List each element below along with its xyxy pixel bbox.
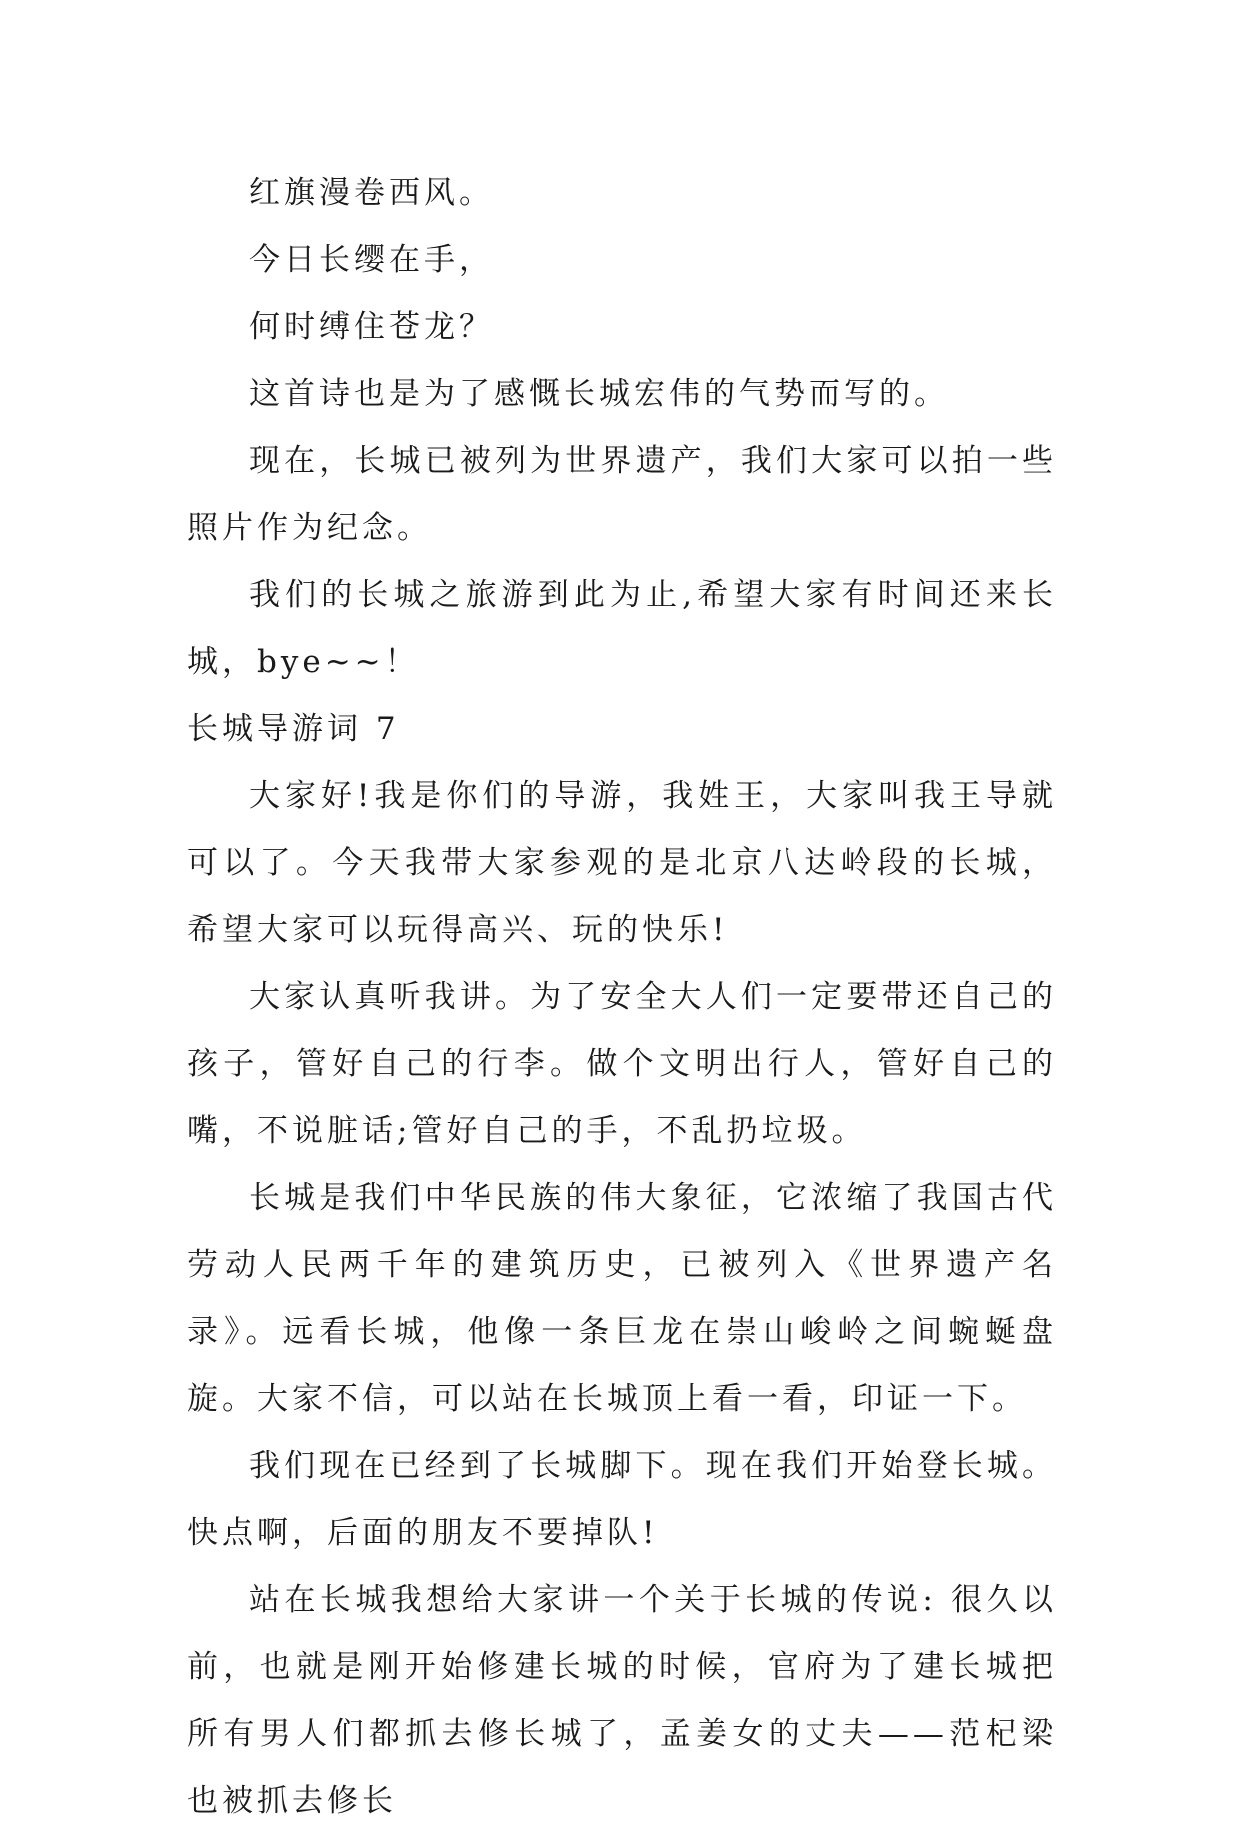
paragraph: 今日长缨在手， — [249, 242, 494, 278]
paragraph: 大家认真听我讲。为了安全大人们一定要带还自己的孩子，管好自己的行李。做个文明出行人，管好自己的嘴，不说脏话;管好自己的手，不乱扔垃圾。 — [187, 979, 1057, 1149]
paragraph: 大家好!我是你们的导游，我姓王，大家叫我王导就可以了。今天我带大家参观的是北京八达岭段的长城，希望大家可以玩得高兴、玩的快乐! — [187, 778, 1057, 948]
paragraph: 站在长城我想给大家讲一个关于长城的传说: 很久以前，也就是刚开始修建长城的时候，官府为了建长城把所有男人们都抓去修长城了，孟姜女的丈夫——范杞梁也被抓去修长 — [187, 1582, 1057, 1819]
section-heading: 长城导游词 7 — [187, 711, 400, 747]
paragraph: 红旗漫卷西风。 — [249, 175, 494, 211]
paragraph: 我们的长城之旅游到此为止,希望大家有时间还来长城，bye~~！ — [187, 577, 1057, 680]
paragraph: 现在，长城已被列为世界遗产，我们大家可以拍一些照片作为纪念。 — [187, 443, 1057, 546]
paragraph: 何时缚住苍龙？ — [249, 309, 494, 345]
paragraph: 我们现在已经到了长城脚下。现在我们开始登长城。快点啊，后面的朋友不要掉队! — [187, 1448, 1057, 1551]
paragraph: 长城是我们中华民族的伟大象征，它浓缩了我国古代劳动人民两千年的建筑历史，已被列入《世界遗产名录》。远看长城，他像一条巨龙在崇山峻岭之间蜿蜒盘旋。大家不信，可以站在长城顶上看一看，印证一下。 — [187, 1180, 1057, 1417]
document-body — [187, 160, 1057, 1835]
paragraph: 这首诗也是为了感慨长城宏伟的气势而写的。 — [249, 376, 949, 412]
